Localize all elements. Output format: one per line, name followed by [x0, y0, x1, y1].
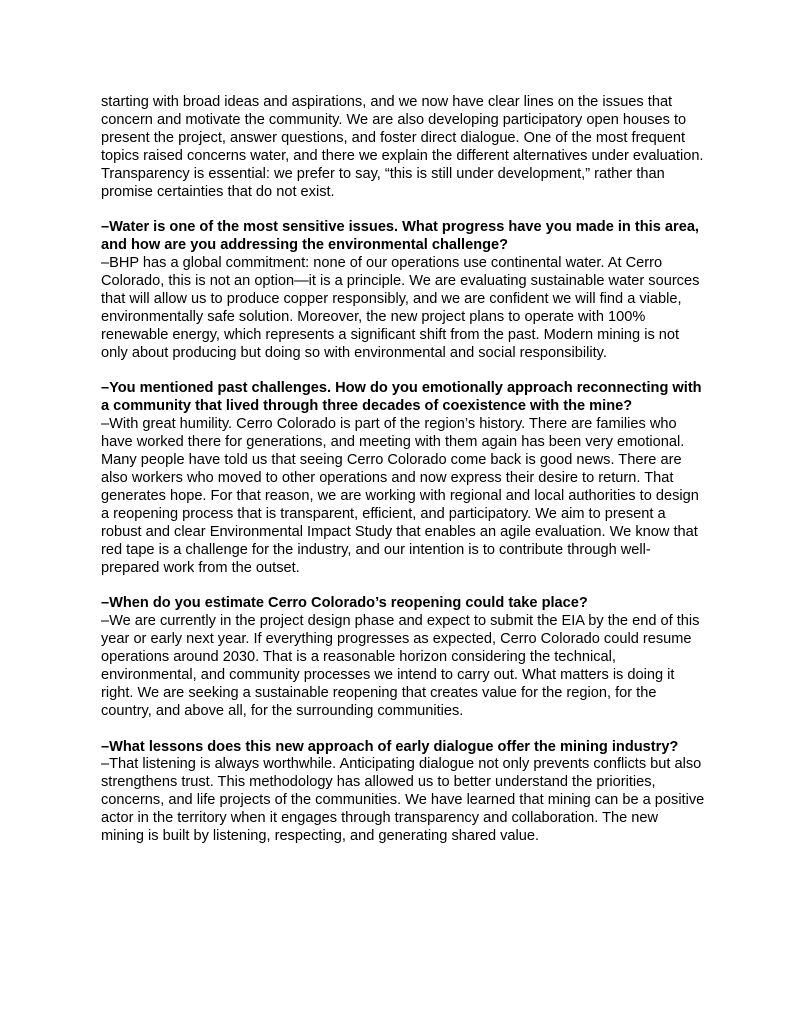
paragraph-gap: [101, 363, 705, 381]
answer-water: –BHP has a global commitment: none of our operations use continental water. At Cerro Colorado, this is not an option—it is a principle. We are evaluating sustainable water sources that will allow us to produce copper responsibly, and we are confident we will find a viable, environmentally safe solution. Moreover, the new project plans to operate with 100% renewable energy, which represents a significant shift from the past. Modern mining is not only about producing but doing so with environmental and social responsibility.: [101, 255, 700, 361]
qa-block-community: [101, 380, 705, 577]
document-page: [101, 94, 705, 846]
answer-reopening: –We are currently in the project design phase and expect to submit the EIA by the end of this year or early next year. If everything progresses as expected, Cerro Colorado could resume operations around 2030. That is a reasonable horizon considering the technical, environmental, and community processes we intend to carry out. What matters is doing it right. We are seeking a sustainable reopening that creates value for the region, for the country, and above all, for the surrounding communities.: [101, 613, 700, 719]
question-lessons: –What lessons does this new approach of early dialogue offer the mining industry?: [101, 738, 679, 755]
qa-block-reopening: [101, 595, 705, 720]
paragraph-gap: [101, 577, 705, 595]
qa-block-water: [101, 219, 705, 362]
question-water: –Water is one of the most sensitive issues. What progress have you made in this area, and how are you addressing the environmental challenge?: [101, 219, 699, 254]
answer-community: –With great humility. Cerro Colorado is part of the region’s history. There are families who have worked there for generations, and meeting with them again has been very emotional. Many people have told us that seeing Cerro Colorado come back is good news. There are also workers who moved to other operations and now express their desire to return. That generates hope. For that reason, we are working with regional and local authorities to design a reopening process that is transparent, efficient, and participatory. We aim to present a robust and clear Environmental Impact Study that enables an agile evaluation. We know that red tape is a challenge for the industry, and our intention is to contribute through well-prepared work from the outset.: [101, 416, 699, 576]
intro-paragraph: starting with broad ideas and aspirations, and we now have clear lines on the issues that concern and motivate the community. We are also developing participatory open houses to present the project, answer questions, and foster direct dialogue. One of the most frequent topics raised concerns water, and there we explain the different alternatives under evaluation. Transparency is essential: we prefer to say, “this is still under development,” rather than promise certainties that do not exist.: [101, 94, 704, 200]
paragraph-gap: [101, 201, 705, 219]
question-reopening: –When do you estimate Cerro Colorado’s reopening could take place?: [101, 595, 588, 612]
qa-block-lessons: [101, 739, 705, 846]
question-community: –You mentioned past challenges. How do you emotionally approach reconnecting with a community that lived through three decades of coexistence with the mine?: [101, 380, 702, 415]
answer-lessons: –That listening is always worthwhile. Anticipating dialogue not only prevents conflicts but also strengthens trust. This methodology has allowed us to better understand the priorities, concerns, and life projects of the communities. We have learned that mining can be a positive actor in the territory when it engages through transparency and collaboration. The new mining is built by listening, respecting, and generating shared value.: [101, 756, 705, 845]
paragraph-gap: [101, 721, 705, 739]
